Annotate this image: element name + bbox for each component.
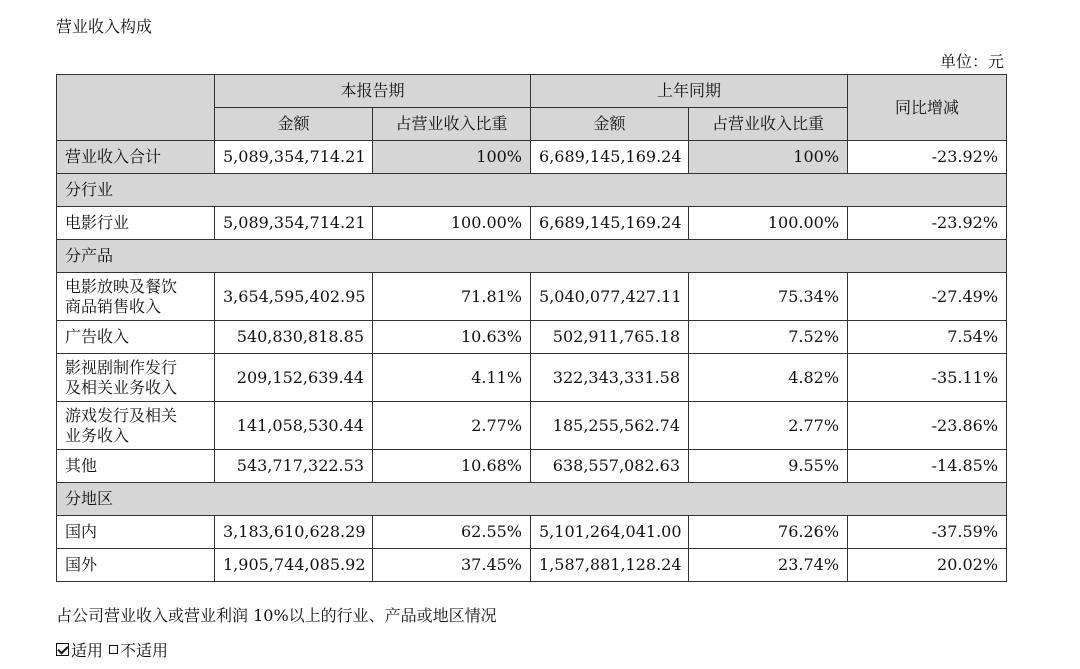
table-row [57, 402, 1007, 450]
cell-previous-ratio: 7.52% [689, 321, 848, 354]
header-yoy: 同比增减 [848, 75, 1007, 141]
total-label: 营业收入合计 [57, 141, 215, 174]
header-previous-amount: 金额 [531, 108, 689, 141]
row-label: 国内 [65, 522, 98, 541]
cell-previous-amount: 322,343,331.58 [531, 354, 689, 402]
revenue-composition-table [56, 74, 1007, 582]
cell-previous-ratio: 76.26% [689, 516, 848, 549]
cell-previous-amount: 638,557,082.63 [531, 450, 689, 483]
cell-current-amount: 543,717,322.53 [215, 450, 373, 483]
row-label: 电影行业 [65, 213, 130, 232]
cell-previous-amount: 5,101,264,041.00 [531, 516, 689, 549]
cell-current-ratio: 10.68% [373, 450, 531, 483]
cell-previous-amount: 502,911,765.18 [531, 321, 689, 354]
cell-yoy: -23.86% [848, 402, 1007, 450]
row-label-cell [57, 549, 215, 582]
total-yoy: -23.92% [848, 141, 1007, 174]
section-header-row [57, 483, 1007, 516]
applicable-checkbox[interactable] [56, 643, 69, 656]
cell-current-amount: 540,830,818.85 [215, 321, 373, 354]
not-applicable-checkbox[interactable] [109, 645, 118, 654]
row-label: 电影放映及餐饮 [65, 276, 178, 296]
cell-previous-ratio: 4.82% [689, 354, 848, 402]
cell-current-amount: 3,654,595,402.95 [215, 273, 373, 321]
total-current-ratio: 100% [373, 141, 531, 174]
cell-previous-amount: 5,040,077,427.11 [531, 273, 689, 321]
row-label-cell [57, 273, 215, 321]
cell-yoy: -23.92% [848, 207, 1007, 240]
header-corner-cell [57, 75, 215, 141]
cell-current-ratio: 10.63% [373, 321, 531, 354]
table-row [57, 354, 1007, 402]
header-previous-period: 上年同期 [531, 75, 848, 108]
header-current-amount: 金额 [215, 108, 373, 141]
cell-current-amount: 141,058,530.44 [215, 402, 373, 450]
cell-yoy: 20.02% [848, 549, 1007, 582]
row-label-cell [57, 207, 215, 240]
cell-yoy: 7.54% [848, 321, 1007, 354]
cell-previous-ratio: 100.00% [689, 207, 848, 240]
total-previous-amount: 6,689,145,169.24 [531, 141, 689, 174]
table-row [57, 450, 1007, 483]
applicable-label: 适用 [71, 641, 104, 660]
header-current-period: 本报告期 [215, 75, 531, 108]
total-row [57, 141, 1007, 174]
row-label: 影视剧制作发行 [65, 357, 178, 377]
not-applicable-label: 不适用 [120, 641, 169, 660]
row-label-cell [57, 516, 215, 549]
cell-current-ratio: 71.81% [373, 273, 531, 321]
table-row [57, 273, 1007, 321]
section-title: 分地区 [57, 483, 1007, 516]
cell-previous-ratio: 75.34% [689, 273, 848, 321]
section-header-row [57, 240, 1007, 273]
total-current-amount: 5,089,354,714.21 [215, 141, 373, 174]
cell-current-amount: 5,089,354,714.21 [215, 207, 373, 240]
row-label-cell [57, 321, 215, 354]
document-title: 营业收入构成 [56, 17, 153, 36]
cell-current-amount: 1,905,744,085.92 [215, 549, 373, 582]
header-current-ratio: 占营业收入比重 [373, 108, 531, 141]
row-label: 游戏发行及相关 [65, 405, 178, 425]
cell-current-ratio: 62.55% [373, 516, 531, 549]
table-row [57, 549, 1007, 582]
cell-current-amount: 209,152,639.44 [215, 354, 373, 402]
cell-yoy: -27.49% [848, 273, 1007, 321]
cell-previous-amount: 6,689,145,169.24 [531, 207, 689, 240]
row-label: 国外 [65, 555, 98, 574]
cell-current-amount: 3,183,610,628.29 [215, 516, 373, 549]
row-label: 其他 [65, 456, 98, 475]
header-previous-ratio: 占营业收入比重 [689, 108, 848, 141]
cell-previous-ratio: 23.74% [689, 549, 848, 582]
row-label-cell [57, 354, 215, 402]
cell-yoy: -14.85% [848, 450, 1007, 483]
cell-current-ratio: 37.45% [373, 549, 531, 582]
section-title: 分行业 [57, 174, 1007, 207]
applicability-options [56, 638, 168, 661]
total-previous-ratio: 100% [689, 141, 848, 174]
cell-previous-amount: 1,587,881,128.24 [531, 549, 689, 582]
cell-yoy: -35.11% [848, 354, 1007, 402]
table-row [57, 321, 1007, 354]
table-row [57, 207, 1007, 240]
cell-previous-amount: 185,255,562.74 [531, 402, 689, 450]
cell-yoy: -37.59% [848, 516, 1007, 549]
cell-current-ratio: 4.11% [373, 354, 531, 402]
section-header-row [57, 174, 1007, 207]
header-row-1 [57, 75, 1007, 108]
cell-previous-ratio: 9.55% [689, 450, 848, 483]
unit-label: 单位：元 [939, 52, 1004, 71]
row-label: 广告收入 [65, 327, 130, 346]
table-row [57, 516, 1007, 549]
row-label-line2: 商品销售收入 [65, 296, 162, 316]
footer-note: 占公司营业收入或营业利润 10%以上的行业、产品或地区情况 [56, 606, 497, 625]
section-title: 分产品 [57, 240, 1007, 273]
cell-current-ratio: 2.77% [373, 402, 531, 450]
row-label-line2: 及相关业务收入 [65, 377, 178, 397]
row-label-cell [57, 402, 215, 450]
row-label-cell [57, 450, 215, 483]
cell-current-ratio: 100.00% [373, 207, 531, 240]
cell-previous-ratio: 2.77% [689, 402, 848, 450]
row-label-line2: 业务收入 [65, 425, 130, 445]
